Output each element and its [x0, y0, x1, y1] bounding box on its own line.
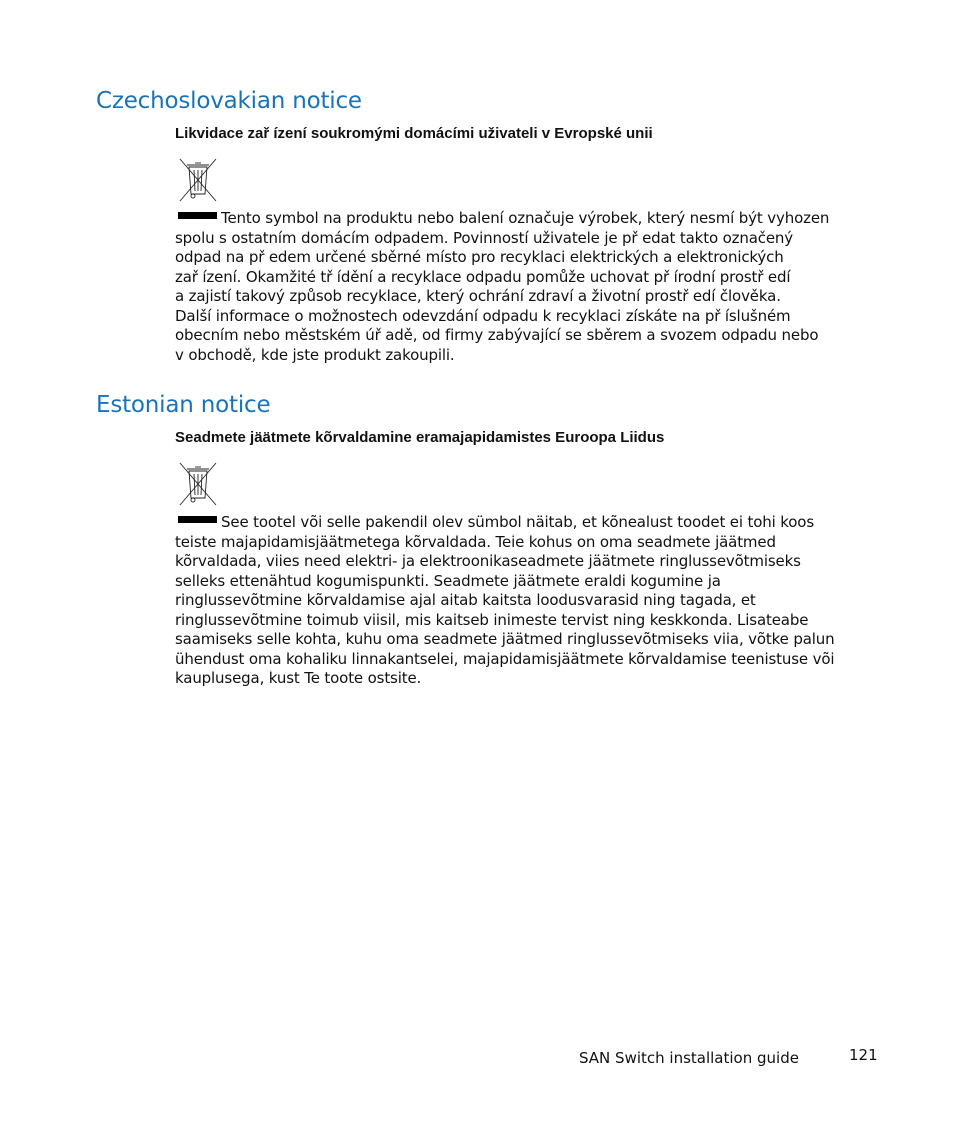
- crossed-out-wheelie-bin-icon: [177, 460, 219, 508]
- black-bar-marker: [178, 516, 217, 523]
- body-line: zař ízení. Okamžité tř ídění a recyklace odpadu pomůže uchovat př írodní prostř edí: [175, 267, 791, 286]
- body-line: See tootel või selle pakendil olev sümbol näitab, et kõnealust toodet ei tohi koos: [221, 513, 814, 531]
- estonian-notice-body: [175, 513, 855, 689]
- body-line: kauplusega, kust Te toote ostsite.: [175, 669, 422, 687]
- body-line: v obchodě, kde jste produkt zakoupili.: [175, 345, 455, 364]
- body-line: kõrvaldada, viies need elektri- ja elektroonikaseadmete jäätmete ringlussevõtmiseks: [175, 552, 801, 570]
- body-line: ringlussevõtmine kõrvaldamise ajal aitab kaitsta loodusvarasid ning tagada, et: [175, 591, 756, 609]
- body-line: teiste majapidamisjäätmetega kõrvaldada. Teie kohus on oma seadmete jäätmed: [175, 532, 776, 551]
- body-line: spolu s ostatním domácím odpadem. Povinností uživatele je př edat takto označený: [175, 228, 794, 247]
- body-line: ühendust oma kohaliku linnakantselei, majapidamisjäätmete kõrvaldamise teenistuse või: [175, 649, 835, 668]
- estonian-notice-subheading: Seadmete jäätmete kõrvaldamine eramajapidamistes Euroopa Liidus: [175, 429, 665, 446]
- body-line: selleks ettenähtud kogumispunkti. Seadmete jäätmete eraldi kogumine ja: [175, 571, 721, 590]
- body-line: Další informace o možnostech odevzdání odpadu k recyklaci získáte na př íslušném: [175, 306, 791, 325]
- estonian-notice-heading: Estonian notice: [96, 392, 271, 418]
- page-number: 121: [849, 1046, 878, 1064]
- czech-notice-subheading: Likvidace zař ízení soukromými domácími uživateli v Evropské unii: [175, 125, 653, 142]
- body-line: Tento symbol na produktu nebo balení označuje výrobek, který nesmí být vyhozen: [221, 209, 830, 227]
- body-line: obecním nebo městském úř adě, od firmy zabývající se sběrem a svozem odpadu nebo: [175, 326, 819, 344]
- crossed-out-wheelie-bin-icon: [177, 156, 219, 204]
- body-line: odpad na př edem určené sběrné místo pro recyklaci elektrických a elektronických: [175, 248, 784, 266]
- body-line: saamiseks selle kohta, kuhu oma seadmete jäätmed ringlussevõtmiseks viia, võtke palun: [175, 630, 835, 648]
- czech-notice-body: [175, 209, 855, 365]
- body-line: a zajistí takový způsob recyklace, který ochrání zdraví a životní prostř edí člověka.: [175, 287, 781, 305]
- black-bar-marker: [178, 212, 217, 219]
- czech-notice-heading: Czechoslovakian notice: [96, 88, 362, 114]
- footer-document-title: SAN Switch installation guide: [579, 1049, 799, 1067]
- body-line: ringlussevõtmine toimub viisil, mis kaitseb inimeste tervist ning keskkonda. Lisateabe: [175, 610, 809, 629]
